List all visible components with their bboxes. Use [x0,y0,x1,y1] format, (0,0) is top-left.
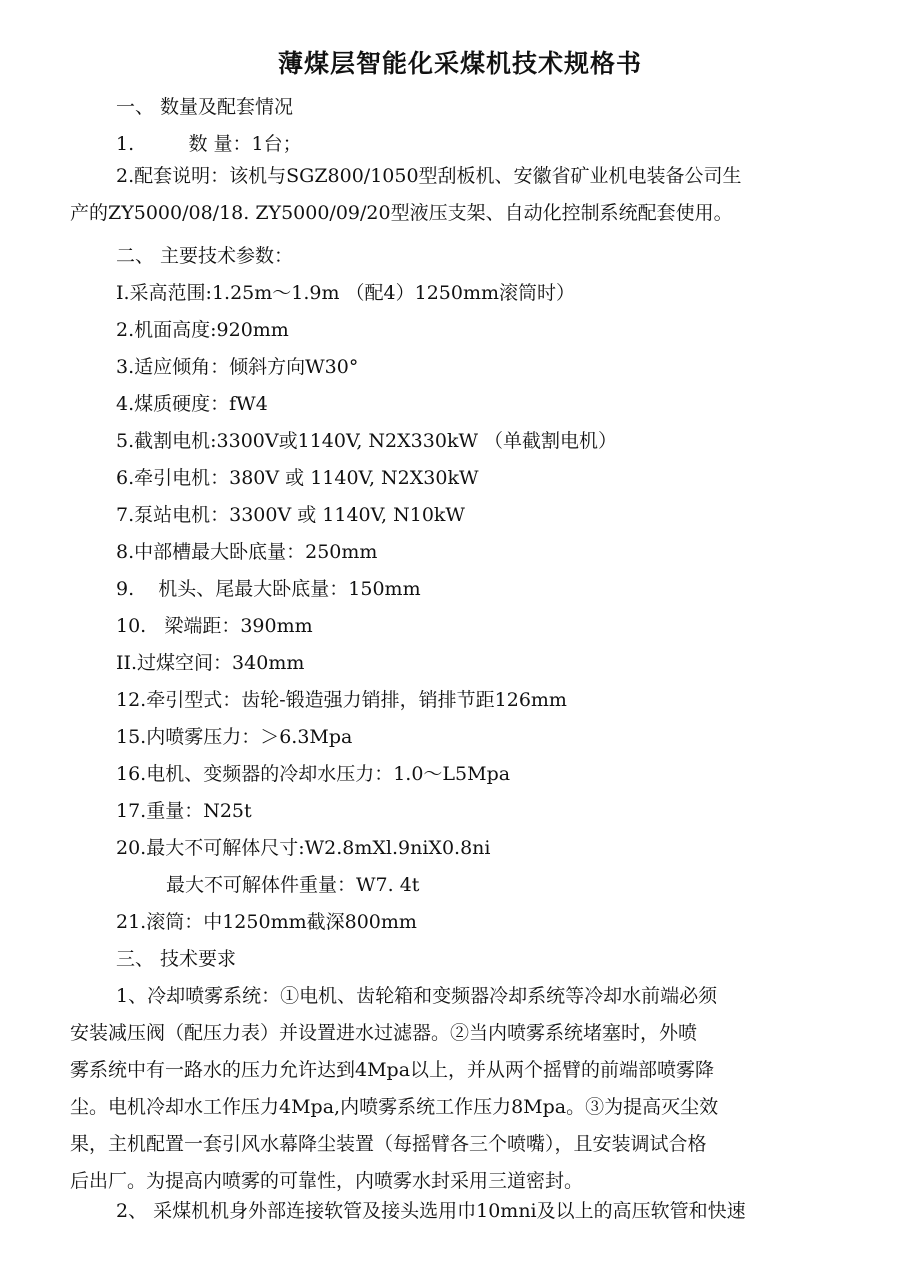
param-item: 20.最大不可解体尺寸:W2.8mXl.9niX0.8ni [116,837,491,859]
param-item: I.采高范围:1.25m〜1.9m （配4）1250mm滚筒时） [116,282,576,304]
param-item: 3.适应倾角：倾斜方向W30° [116,356,359,378]
requirement-2-line: 2、 采煤机机身外部连接软管及接头选用巾10mni及以上的高压软管和快速 [116,1200,746,1222]
param-item: 6.牵引电机：380V 或 1140V, N2X30kW [116,467,479,489]
param-item: II.过煤空间：340mm [116,652,305,674]
support-paragraph [70,158,830,232]
section-heading-quantity: 一、 数量及配套情况 [116,96,294,118]
requirement-1-paragraph [70,978,830,1200]
param-item: 17.重量：N25t [116,800,252,822]
support-line-2: 产的ZY5000/08/18. ZY5000/09/20型液压支架、自动化控制系统配套使用。 [70,202,733,224]
requirement-1-line: 雾系统中有一路水的压力允许达到4Mpa以上，并从两个摇臂的前端部喷雾降 [70,1059,715,1081]
param-item: 7.泵站电机：3300V 或 1140V, N10kW [116,504,465,526]
requirement-1-line: 1、冷却喷雾系统：①电机、齿轮箱和变频器冷却系统等冷却水前端必须 [116,985,718,1007]
param-item: 4.煤质硬度：fW4 [116,393,268,415]
param-item: 9. 机头、尾最大卧底量：150mm [116,578,421,600]
param-item: 21.滚筒：中1250mm截深800mm [116,911,417,933]
quantity-line: 1. 数 量：1台； [116,133,302,155]
param-item: 15.内喷雾压力：＞6.3Mpa [116,726,353,748]
param-item: 最大不可解体件重量：W7. 4t [166,874,420,896]
section-heading-parameters: 二、 主要技术参数： [116,245,294,267]
param-item: 5.截割电机:3300V或1140V, N2X330kW （单截割电机） [116,430,618,452]
param-item: 8.中部槽最大卧底量：250mm [116,541,378,563]
param-item: 2.机面高度:920mm [116,319,289,341]
requirement-1-line: 安装减压阀（配压力表）并设置进水过滤器。②当内喷雾系统堵塞时，外喷 [70,1022,698,1044]
section-heading-requirements: 三、 技术要求 [116,948,237,970]
param-item: 12.牵引型式：齿轮-锻造强力销排，销排节距126mm [116,689,567,711]
requirement-1-line: 尘。电机冷却水工作压力4Mpa,内喷雾系统工作压力8Mpa。③为提高灭尘效 [70,1096,719,1118]
requirement-1-line: 后出厂。为提高内喷雾的可靠性，内喷雾水封采用三道密封。 [70,1170,584,1192]
param-item: 16.电机、变频器的冷却水压力：1.0〜L5Mpa [116,763,511,785]
requirement-1-line: 果，主机配置一套引风水幕降尘装置（每摇臂各三个喷嘴），且安装调试合格 [70,1133,707,1155]
param-item: 10. 梁端距：390mm [116,615,313,637]
document-title: 薄煤层智能化采煤机技术规格书 [277,49,642,78]
support-line-1: 2.配套说明：该机与SGZ800/1050型刮板机、安徽省矿业机电装备公司生 [116,165,742,187]
